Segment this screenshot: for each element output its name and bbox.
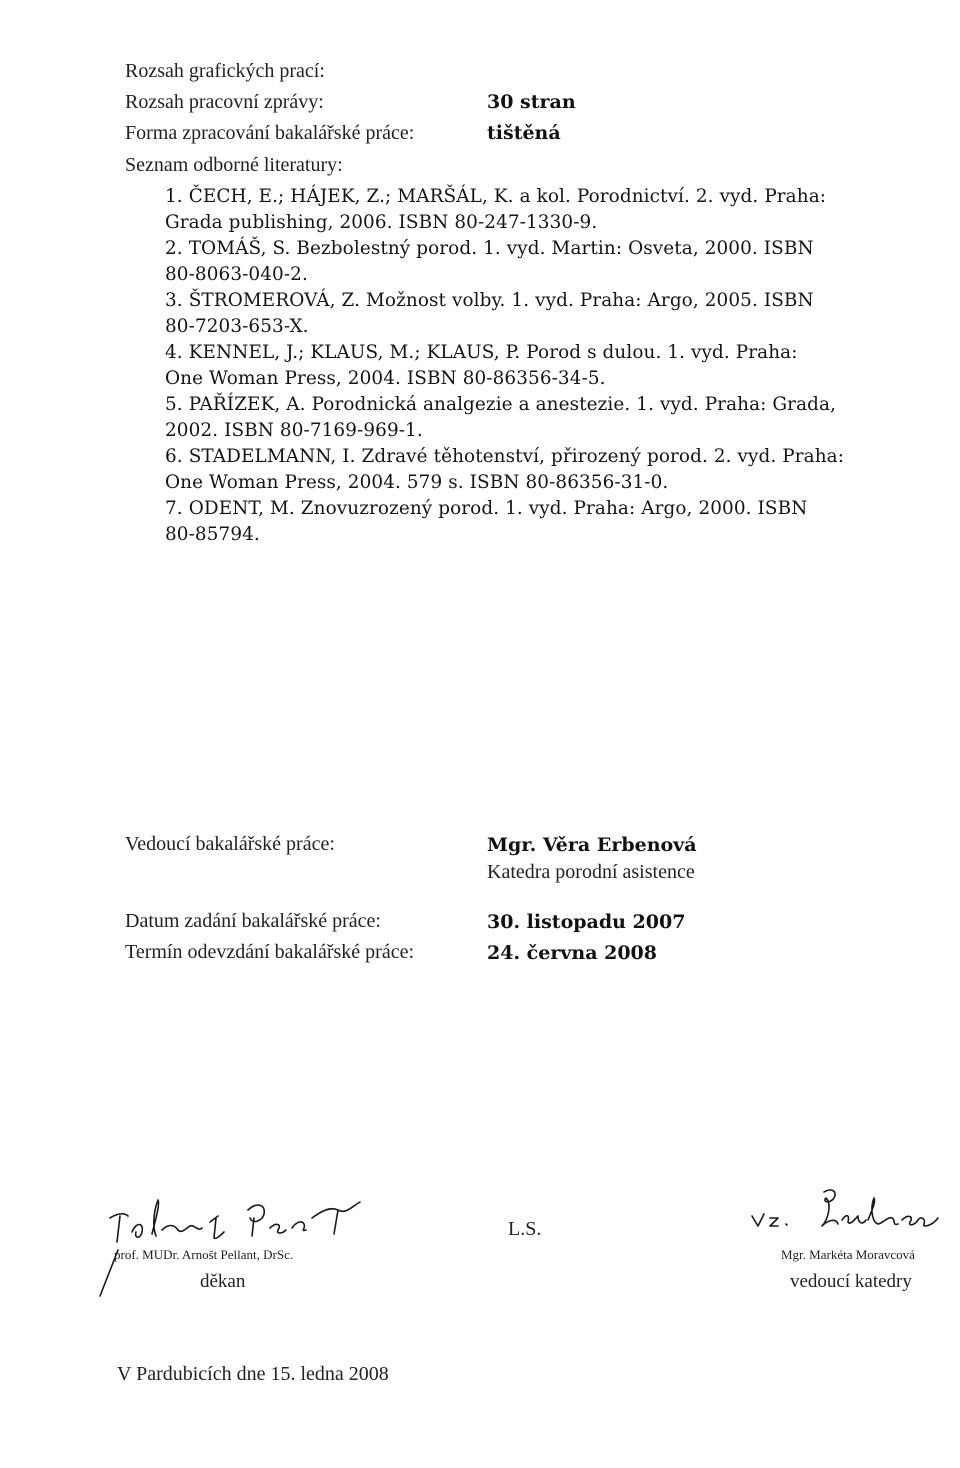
report-scope-label: Rozsah pracovní zprávy:	[125, 91, 324, 113]
deadline-label: Termín odevzdání bakalářské práce:	[125, 941, 415, 963]
supervisor-department: Katedra porodní asistence	[487, 861, 695, 883]
reference-6-line-2: One Woman Press, 2004. 579 s. ISBN 80-86356-31-0.	[165, 472, 669, 493]
form-value: tištěná	[487, 122, 561, 144]
dean-signature	[98, 1188, 388, 1254]
assigned-date-value: 30. listopadu 2007	[487, 911, 686, 933]
seal-label: L.S.	[508, 1218, 542, 1240]
supervisor-name: Mgr. Věra Erbenová	[487, 834, 697, 856]
assigned-date-label: Datum zadání bakalářské práce:	[125, 910, 381, 932]
reference-3-line-1: 3. ŠTROMEROVÁ, Z. Možnost volby. 1. vyd. Praha: Argo, 2005. ISBN	[165, 290, 814, 311]
reference-1-line-2: Grada publishing, 2006. ISBN 80-247-1330-9.	[165, 212, 598, 233]
head-name: Mgr. Markéta Moravcová	[781, 1247, 915, 1262]
reference-4-line-1: 4. KENNEL, J.; KLAUS, M.; KLAUS, P. Porod s dulou. 1. vyd. Praha:	[165, 342, 798, 363]
head-role: vedoucí katedry	[790, 1271, 912, 1292]
reference-2-line-2: 80-8063-040-2.	[165, 264, 308, 285]
reference-7-line-2: 80-85794.	[165, 524, 260, 545]
place-date: V Pardubicích dne 15. ledna 2008	[117, 1363, 389, 1385]
head-signature	[742, 1180, 952, 1240]
reference-1-line-1: 1. ČECH, E.; HÁJEK, Z.; MARŠÁL, K. a kol. Porodnictví. 2. vyd. Praha:	[165, 186, 827, 207]
dean-name: prof. MUDr. Arnošt Pellant, DrSc.	[114, 1247, 294, 1262]
reference-6-line-1: 6. STADELMANN, I. Zdravé těhotenství, přirozený porod. 2. vyd. Praha:	[165, 446, 845, 467]
form-label: Forma zpracování bakalářské práce:	[125, 122, 415, 144]
reference-4-line-2: One Woman Press, 2004. ISBN 80-86356-34-5.	[165, 368, 606, 389]
deadline-value: 24. června 2008	[487, 942, 657, 964]
reference-7-line-1: 7. ODENT, M. Znovuzrozený porod. 1. vyd. Praha: Argo, 2000. ISBN	[165, 498, 808, 519]
reference-2-line-1: 2. TOMÁŠ, S. Bezbolestný porod. 1. vyd. Martin: Osveta, 2000. ISBN	[165, 238, 814, 259]
report-scope-value: 30 stran	[487, 91, 576, 113]
supervisor-label: Vedoucí bakalářské práce:	[125, 833, 335, 855]
reference-5-line-2: 2002. ISBN 80-7169-969-1.	[165, 420, 423, 441]
graphic-works-label: Rozsah grafických prací:	[125, 60, 325, 82]
reference-3-line-2: 80-7203-653-X.	[165, 316, 309, 337]
dean-role: děkan	[200, 1271, 246, 1292]
literature-label: Seznam odborné literatury:	[125, 154, 343, 176]
reference-5-line-1: 5. PAŘÍZEK, A. Porodnická analgezie a anestezie. 1. vyd. Praha: Grada,	[165, 394, 837, 415]
